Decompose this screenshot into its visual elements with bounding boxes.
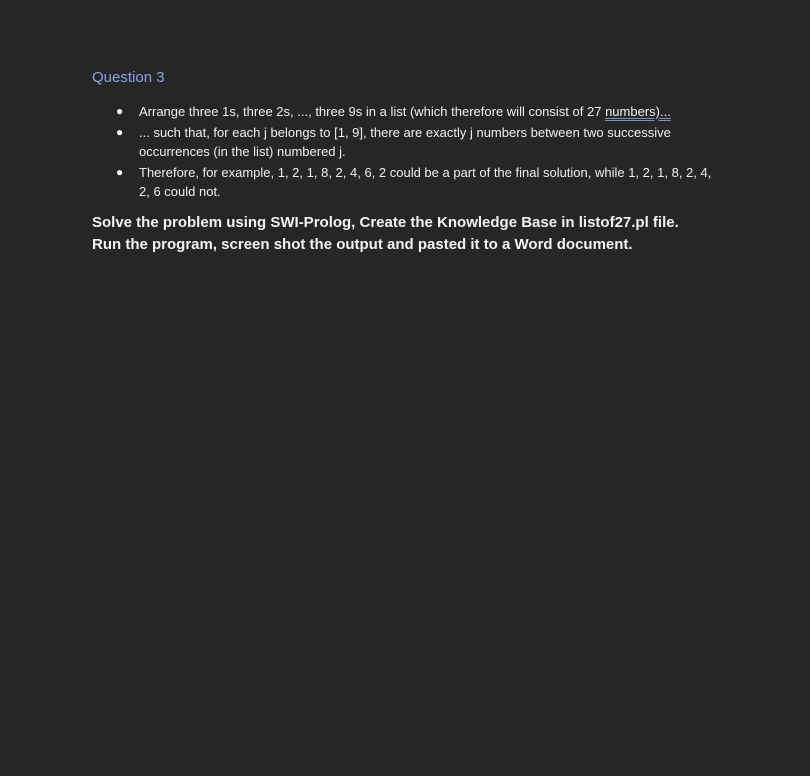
list-item-text: ... such that, for each j belongs to [1, 9], there are exactly j numbers between two successive occurrences (in the list) numbered j. bbox=[139, 124, 671, 159]
instruction-paragraph[interactable]: Solve the problem using SWI-Prolog, Create the Knowledge Base in listof27.pl file. Run the program, screen shot the output and pasted it to a Word document. bbox=[92, 213, 679, 253]
bullet-icon: ● bbox=[116, 104, 124, 118]
question-heading[interactable]: Question 3 bbox=[92, 69, 165, 86]
bullet-list bbox=[92, 102, 712, 202]
spellcheck-underlined-text: numbers)... bbox=[605, 104, 671, 119]
list-item[interactable] bbox=[92, 102, 712, 122]
bullet-icon: ● bbox=[116, 164, 124, 179]
bullet-icon: ● bbox=[116, 124, 124, 139]
document-body bbox=[92, 68, 712, 271]
list-item[interactable] bbox=[92, 123, 712, 162]
list-item-text: Arrange three 1s, three 2s, ..., three 9s in a list (which therefore will consist of 27 bbox=[139, 104, 606, 119]
list-item[interactable] bbox=[92, 163, 712, 202]
list-item-text: Therefore, for example, 1, 2, 1, 8, 2, 4, 6, 2 could be a part of the final solution, while 1, 2, 1, 8, 2, 4, 2, 6 could not. bbox=[139, 164, 712, 199]
